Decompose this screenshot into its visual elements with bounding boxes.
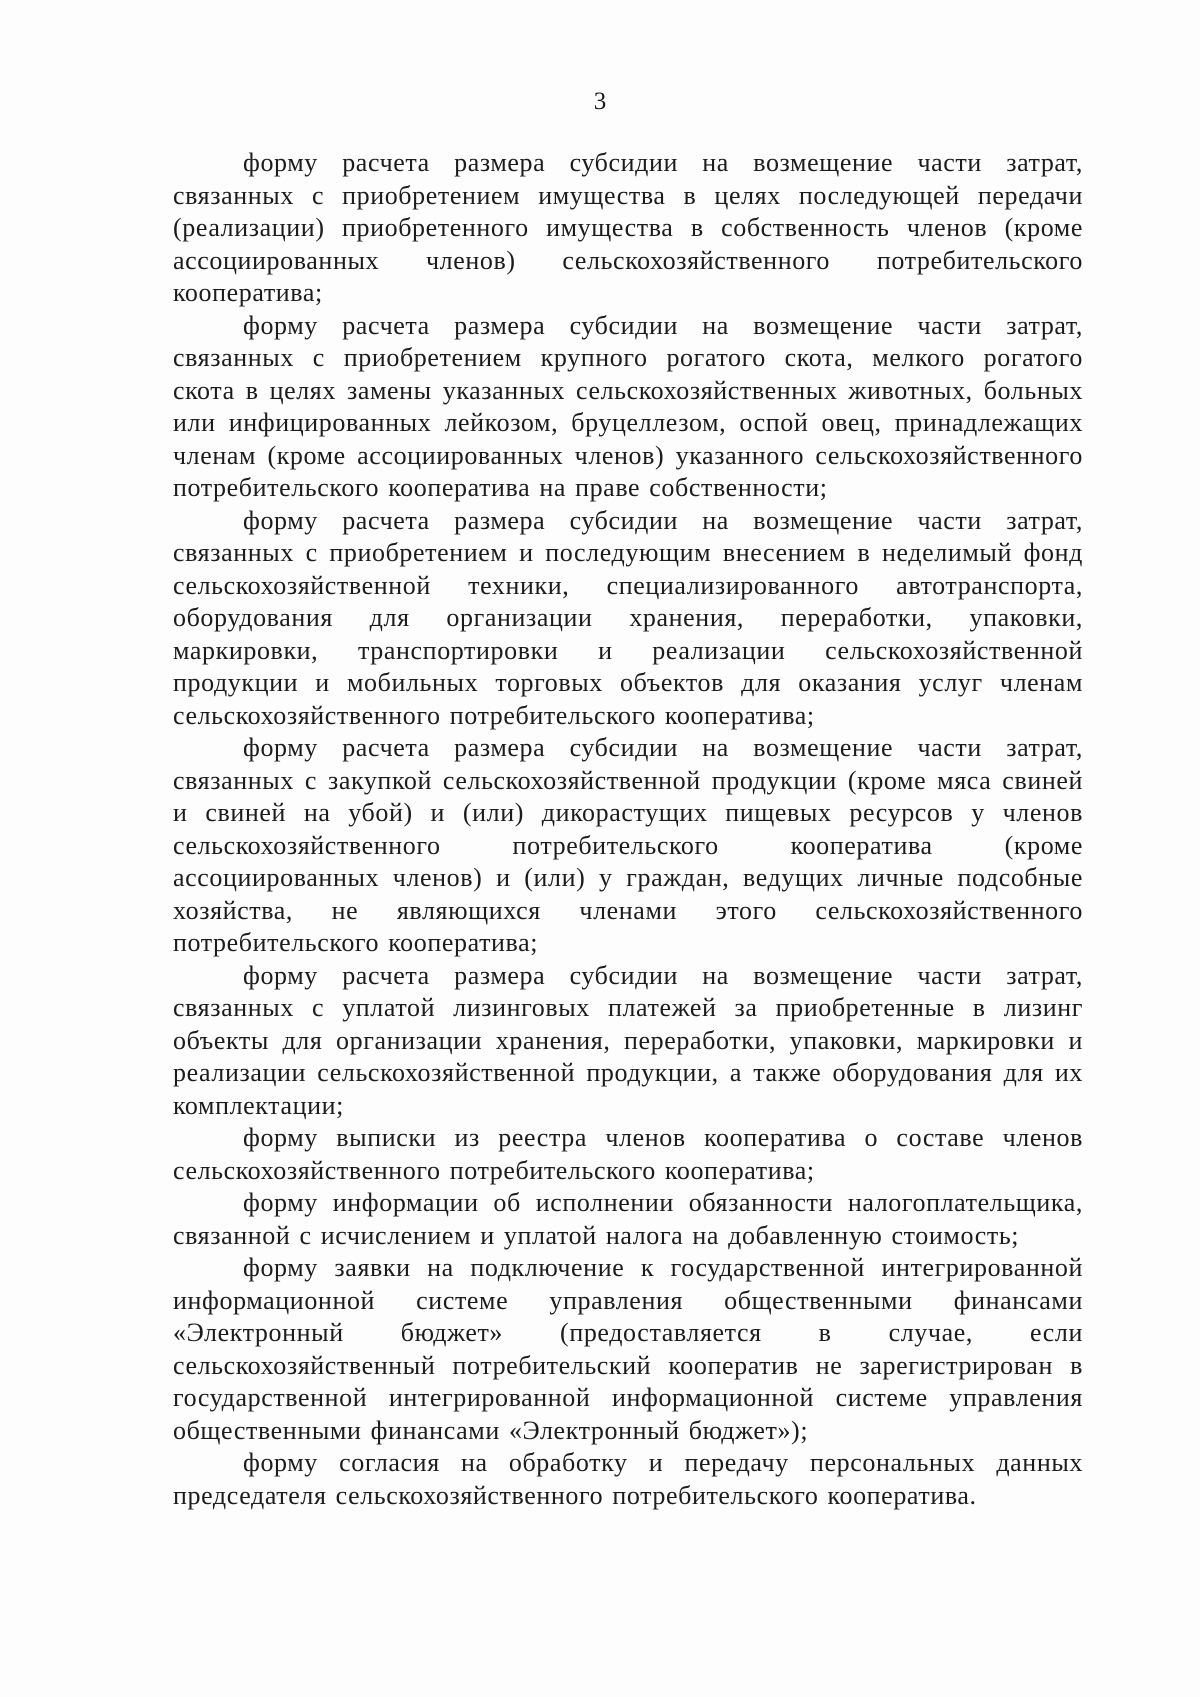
document-body <box>173 147 1083 1512</box>
paragraph-leasing-form: форму расчета размера субсидии на возмещение части затрат, связанных с уплатой лизинговых платежей за приобретенные в лизинг объекты для организации хранения, переработки, упаковки, маркировки и реализации сельскохозяйственной продукции, а также оборудования для их комплектации; <box>173 960 1083 1120</box>
paragraph-electronic-budget-form: форму заявки на подключение к государственной интегрированной информационной системе управления общественными финансами «Электронный бюджет» (предоставляется в случае, если сельскохозяйственный потребительский кооператив не зарегистрирован в государственной интегрированной информационной системе управления общественными финансами «Электронный бюджет»); <box>173 1253 1083 1445</box>
paragraph-equipment-fund-form: форму расчета размера субсидии на возмещение части затрат, связанных с приобретением и последующим внесением в неделимый фонд сельскохозяйственной техники, специализированного автотранспорта, оборудования для организации хранения, переработки, упаковки, маркировки, транспортировки и реализации сельскохозяйственной продукции и мобильных торговых объектов для оказания услуг членам сельскохозяйственного потребительского кооператива; <box>173 505 1083 730</box>
paragraph-property-transfer-form: форму расчета размера субсидии на возмещение части затрат, связанных с приобретением имущества в целях последующей передачи (реализации) приобретенного имущества в собственность членов (кроме ассоциированных членов) сельскохозяйственного потребительского кооператива; <box>173 148 1083 307</box>
paragraph-personal-data-consent-form: форму согласия на обработку и передачу персональных данных председателя сельскохозяйственного потребительского кооператива. <box>173 1448 1083 1510</box>
page-number: 3 <box>593 88 607 115</box>
paragraph-procurement-form: форму расчета размера субсидии на возмещение части затрат, связанных с закупкой сельскохозяйственной продукции (кроме мяса свиней и свиней на убой) и (или) дикорастущих пищевых ресурсов у членов сельскохозяйственного потребительского кооператива (кроме ассоциированных членов) и (или) у граждан, ведущих личные подсобные хозяйства, не являющихся членами этого сельскохозяйственного потребительского кооператива; <box>173 733 1083 957</box>
paragraph-member-registry-form: форму выписки из реестра членов кооператива о составе членов сельскохозяйственного потребительского кооператива; <box>173 1123 1083 1185</box>
paragraph-vat-information-form: форму информации об исполнении обязанности налогоплательщика, связанной с исчислением и уплатой налога на добавленную стоимость; <box>173 1188 1083 1250</box>
paragraph-livestock-replacement-form: форму расчета размера субсидии на возмещение части затрат, связанных с приобретением крупного рогатого скота, мелкого рогатого скота в целях замены указанных сельскохозяйственных животных, больных или инфицированных лейкозом, бруцеллезом, оспой овец, принадлежащих членам (кроме ассоциированных членов) указанного сельскохозяйственного потребительского кооператива на праве собственности; <box>173 310 1083 502</box>
